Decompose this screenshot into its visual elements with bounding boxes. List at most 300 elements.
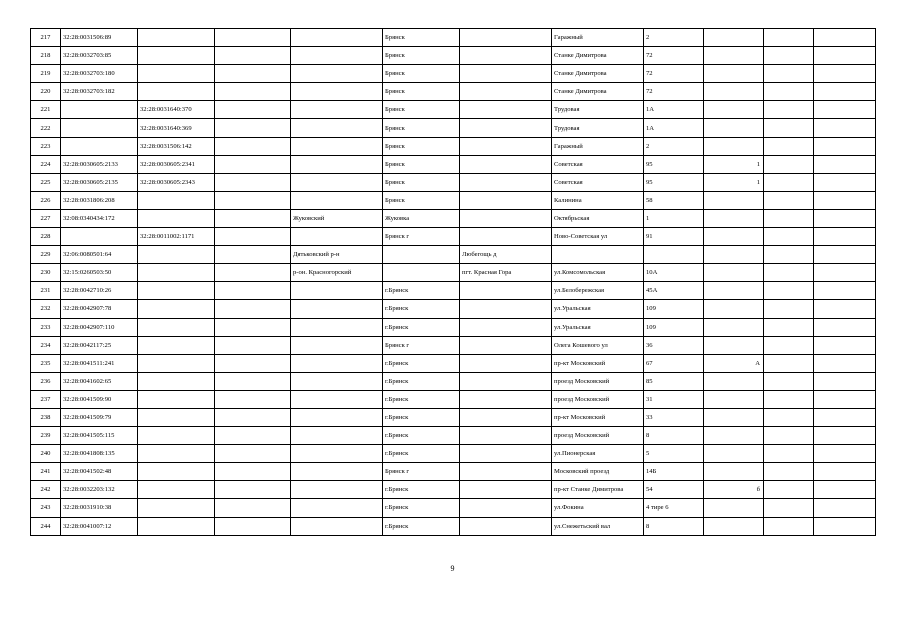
street-cell: Калинина xyxy=(552,191,644,209)
city-cell: Брянск xyxy=(383,119,460,137)
row-number-cell: 225 xyxy=(31,173,61,191)
cadastral-number-2-cell xyxy=(138,300,215,318)
row-number-cell: 234 xyxy=(31,336,61,354)
city-cell: г.Брянск xyxy=(383,354,460,372)
row-number-cell: 217 xyxy=(31,29,61,47)
empty-cell-cell xyxy=(215,499,291,517)
cadastral-number-cell: 32:28:0041602:65 xyxy=(61,372,138,390)
extra-cell xyxy=(764,101,814,119)
district-cell xyxy=(291,445,383,463)
empty-cell-cell xyxy=(215,463,291,481)
district-cell xyxy=(291,390,383,408)
empty-cell-cell xyxy=(215,101,291,119)
table-row xyxy=(31,499,876,517)
building-cell xyxy=(704,47,764,65)
cadastral-number-cell: 32:28:0032203:132 xyxy=(61,481,138,499)
building-cell xyxy=(704,83,764,101)
cadastral-number-2-cell xyxy=(138,390,215,408)
row-number-cell: 232 xyxy=(31,300,61,318)
cadastral-number-2-cell: 32:28:0011002:1171 xyxy=(138,228,215,246)
row-number-cell: 233 xyxy=(31,318,61,336)
table-row xyxy=(31,390,876,408)
house-number-cell: 1А xyxy=(644,119,704,137)
cadastral-number-2-cell xyxy=(138,445,215,463)
cadastral-number-2-cell: 32:28:0031506:142 xyxy=(138,137,215,155)
extra-cell xyxy=(764,408,814,426)
building-cell xyxy=(704,336,764,354)
empty-cell-cell xyxy=(215,318,291,336)
extra-2-cell xyxy=(814,246,876,264)
cadastral-number-2-cell xyxy=(138,372,215,390)
cadastral-number-cell xyxy=(61,101,138,119)
city-cell: Брянск xyxy=(383,29,460,47)
table-row xyxy=(31,282,876,300)
row-number-cell: 235 xyxy=(31,354,61,372)
settlement-cell xyxy=(460,390,552,408)
empty-cell-cell xyxy=(215,427,291,445)
cadastral-number-2-cell xyxy=(138,481,215,499)
table-row xyxy=(31,47,876,65)
district-cell xyxy=(291,228,383,246)
extra-2-cell xyxy=(814,264,876,282)
building-cell xyxy=(704,246,764,264)
street-cell: ул.Пионерская xyxy=(552,445,644,463)
extra-2-cell xyxy=(814,517,876,535)
city-cell: г.Брянск xyxy=(383,517,460,535)
house-number-cell: 5 xyxy=(644,445,704,463)
row-number-cell: 243 xyxy=(31,499,61,517)
city-cell: Брянск xyxy=(383,137,460,155)
cadastral-number-cell: 32:28:0032703:85 xyxy=(61,47,138,65)
row-number-cell: 218 xyxy=(31,47,61,65)
cadastral-number-cell: 32:28:0041007:12 xyxy=(61,517,138,535)
row-number-cell: 221 xyxy=(31,101,61,119)
table-row xyxy=(31,463,876,481)
street-cell: Советская xyxy=(552,173,644,191)
settlement-cell xyxy=(460,427,552,445)
building-cell xyxy=(704,390,764,408)
house-number-cell: 10А xyxy=(644,264,704,282)
cadastral-number-cell: 32:28:0031806:208 xyxy=(61,191,138,209)
cadastral-number-2-cell: 32:28:0030605:2343 xyxy=(138,173,215,191)
settlement-cell xyxy=(460,481,552,499)
city-cell: Брянск xyxy=(383,65,460,83)
extra-cell xyxy=(764,463,814,481)
table-row xyxy=(31,427,876,445)
extra-2-cell xyxy=(814,427,876,445)
settlement-cell xyxy=(460,29,552,47)
city-cell: Брянск г xyxy=(383,336,460,354)
house-number-cell: 67 xyxy=(644,354,704,372)
extra-cell xyxy=(764,137,814,155)
district-cell xyxy=(291,29,383,47)
cadastral-number-2-cell xyxy=(138,65,215,83)
street-cell: Ново-Советская ул xyxy=(552,228,644,246)
cadastral-number-cell: 32:08:0340434:172 xyxy=(61,209,138,227)
settlement-cell xyxy=(460,445,552,463)
district-cell xyxy=(291,499,383,517)
building-cell xyxy=(704,300,764,318)
settlement-cell xyxy=(460,155,552,173)
district-cell xyxy=(291,463,383,481)
table-row xyxy=(31,155,876,173)
city-cell: г.Брянск xyxy=(383,300,460,318)
district-cell xyxy=(291,481,383,499)
row-number-cell: 220 xyxy=(31,83,61,101)
table-row xyxy=(31,29,876,47)
row-number-cell: 223 xyxy=(31,137,61,155)
settlement-cell: Любегощь д xyxy=(460,246,552,264)
registry-table xyxy=(30,28,876,536)
settlement-cell xyxy=(460,65,552,83)
city-cell: Брянск г xyxy=(383,463,460,481)
cadastral-number-2-cell xyxy=(138,427,215,445)
street-cell: ул.Фокина xyxy=(552,499,644,517)
city-cell: Жуковка xyxy=(383,209,460,227)
district-cell xyxy=(291,300,383,318)
table-row xyxy=(31,517,876,535)
settlement-cell xyxy=(460,282,552,300)
empty-cell-cell xyxy=(215,173,291,191)
table-row xyxy=(31,246,876,264)
cadastral-number-cell: 32:28:0041505:115 xyxy=(61,427,138,445)
city-cell: г.Брянск xyxy=(383,372,460,390)
table-row xyxy=(31,264,876,282)
empty-cell-cell xyxy=(215,445,291,463)
extra-cell xyxy=(764,300,814,318)
empty-cell-cell xyxy=(215,137,291,155)
table-row xyxy=(31,119,876,137)
street-cell: Трудовая xyxy=(552,101,644,119)
row-number-cell: 231 xyxy=(31,282,61,300)
city-cell: г.Брянск xyxy=(383,445,460,463)
district-cell xyxy=(291,517,383,535)
row-number-cell: 236 xyxy=(31,372,61,390)
cadastral-number-2-cell: 32:28:0030605:2341 xyxy=(138,155,215,173)
row-number-cell: 226 xyxy=(31,191,61,209)
extra-2-cell xyxy=(814,47,876,65)
extra-cell xyxy=(764,191,814,209)
cadastral-number-2-cell xyxy=(138,29,215,47)
settlement-cell xyxy=(460,191,552,209)
house-number-cell: 95 xyxy=(644,155,704,173)
house-number-cell: 58 xyxy=(644,191,704,209)
empty-cell-cell xyxy=(215,119,291,137)
cadastral-number-cell: 32:28:0042710:26 xyxy=(61,282,138,300)
cadastral-number-cell xyxy=(61,137,138,155)
district-cell: р-он. Красногорский xyxy=(291,264,383,282)
cadastral-number-cell: 32:28:0032703:180 xyxy=(61,65,138,83)
extra-cell xyxy=(764,390,814,408)
street-cell: Станке Димитрова xyxy=(552,65,644,83)
row-number-cell: 241 xyxy=(31,463,61,481)
house-number-cell: 95 xyxy=(644,173,704,191)
empty-cell-cell xyxy=(215,282,291,300)
empty-cell-cell xyxy=(215,372,291,390)
house-number-cell: 2 xyxy=(644,137,704,155)
extra-cell xyxy=(764,282,814,300)
table-row xyxy=(31,445,876,463)
empty-cell-cell xyxy=(215,517,291,535)
street-cell: проезд Московский xyxy=(552,390,644,408)
extra-cell xyxy=(764,246,814,264)
house-number-cell xyxy=(644,246,704,264)
house-number-cell: 31 xyxy=(644,390,704,408)
row-number-cell: 228 xyxy=(31,228,61,246)
cadastral-number-2-cell xyxy=(138,354,215,372)
house-number-cell: 2 xyxy=(644,29,704,47)
house-number-cell: 8 xyxy=(644,427,704,445)
house-number-cell: 14Б xyxy=(644,463,704,481)
settlement-cell xyxy=(460,47,552,65)
row-number-cell: 224 xyxy=(31,155,61,173)
house-number-cell: 1 xyxy=(644,209,704,227)
city-cell: Брянск xyxy=(383,47,460,65)
settlement-cell xyxy=(460,119,552,137)
extra-cell xyxy=(764,228,814,246)
extra-cell xyxy=(764,372,814,390)
city-cell xyxy=(383,246,460,264)
settlement-cell xyxy=(460,499,552,517)
building-cell xyxy=(704,119,764,137)
street-cell: Октябрьская xyxy=(552,209,644,227)
table-row xyxy=(31,191,876,209)
extra-2-cell xyxy=(814,372,876,390)
cadastral-number-cell: 32:28:0041509:90 xyxy=(61,390,138,408)
extra-2-cell xyxy=(814,481,876,499)
street-cell: пр-кт Станке Димитрова xyxy=(552,481,644,499)
city-cell: Брянск г xyxy=(383,228,460,246)
extra-2-cell xyxy=(814,445,876,463)
building-cell xyxy=(704,264,764,282)
building-cell xyxy=(704,209,764,227)
house-number-cell: 72 xyxy=(644,83,704,101)
empty-cell-cell xyxy=(215,300,291,318)
empty-cell-cell xyxy=(215,29,291,47)
cadastral-number-2-cell xyxy=(138,408,215,426)
settlement-cell xyxy=(460,209,552,227)
cadastral-number-cell: 32:28:0032703:182 xyxy=(61,83,138,101)
street-cell: Станке Димитрова xyxy=(552,83,644,101)
cadastral-number-cell: 32:28:0031910:38 xyxy=(61,499,138,517)
street-cell: ул.Снежетьский вал xyxy=(552,517,644,535)
table-row xyxy=(31,408,876,426)
street-cell: проезд Московский xyxy=(552,372,644,390)
street-cell: ул.Уральская xyxy=(552,318,644,336)
cadastral-number-cell: 32:15:0260503:50 xyxy=(61,264,138,282)
table-row xyxy=(31,209,876,227)
empty-cell-cell xyxy=(215,65,291,83)
building-cell xyxy=(704,318,764,336)
street-cell: Советская xyxy=(552,155,644,173)
extra-cell xyxy=(764,47,814,65)
cadastral-number-cell: 32:06:0080501:64 xyxy=(61,246,138,264)
district-cell xyxy=(291,336,383,354)
settlement-cell xyxy=(460,228,552,246)
city-cell: г.Брянск xyxy=(383,282,460,300)
house-number-cell: 4 тире 6 xyxy=(644,499,704,517)
extra-2-cell xyxy=(814,390,876,408)
cadastral-number-cell: 32:28:0041808:135 xyxy=(61,445,138,463)
extra-2-cell xyxy=(814,354,876,372)
city-cell: Брянск xyxy=(383,191,460,209)
settlement-cell xyxy=(460,318,552,336)
extra-2-cell xyxy=(814,155,876,173)
extra-cell xyxy=(764,336,814,354)
district-cell xyxy=(291,354,383,372)
city-cell: г.Брянск xyxy=(383,408,460,426)
cadastral-number-cell: 32:28:0041511:241 xyxy=(61,354,138,372)
building-cell xyxy=(704,517,764,535)
row-number-cell: 244 xyxy=(31,517,61,535)
settlement-cell xyxy=(460,408,552,426)
extra-2-cell xyxy=(814,463,876,481)
cadastral-number-2-cell xyxy=(138,499,215,517)
settlement-cell xyxy=(460,83,552,101)
extra-2-cell xyxy=(814,191,876,209)
house-number-cell: 8 xyxy=(644,517,704,535)
settlement-cell xyxy=(460,101,552,119)
building-cell xyxy=(704,29,764,47)
extra-cell xyxy=(764,354,814,372)
extra-2-cell xyxy=(814,318,876,336)
cadastral-number-cell: 32:28:0041509:79 xyxy=(61,408,138,426)
building-cell xyxy=(704,65,764,83)
cadastral-number-2-cell xyxy=(138,83,215,101)
building-cell xyxy=(704,101,764,119)
extra-2-cell xyxy=(814,101,876,119)
district-cell: Дятьковский р-н xyxy=(291,246,383,264)
building-cell xyxy=(704,463,764,481)
district-cell xyxy=(291,83,383,101)
table-row xyxy=(31,65,876,83)
extra-2-cell xyxy=(814,173,876,191)
extra-cell xyxy=(764,445,814,463)
city-cell: г.Брянск xyxy=(383,318,460,336)
building-cell xyxy=(704,228,764,246)
extra-cell xyxy=(764,155,814,173)
empty-cell-cell xyxy=(215,354,291,372)
extra-cell xyxy=(764,318,814,336)
extra-cell xyxy=(764,29,814,47)
building-cell xyxy=(704,137,764,155)
cadastral-number-2-cell xyxy=(138,209,215,227)
city-cell: г.Брянск xyxy=(383,427,460,445)
empty-cell-cell xyxy=(215,191,291,209)
city-cell: г.Брянск xyxy=(383,499,460,517)
table-row xyxy=(31,228,876,246)
cadastral-number-cell: 32:28:0042907:78 xyxy=(61,300,138,318)
table-row xyxy=(31,83,876,101)
house-number-cell: 1А xyxy=(644,101,704,119)
building-cell xyxy=(704,191,764,209)
extra-cell xyxy=(764,481,814,499)
empty-cell-cell xyxy=(215,209,291,227)
row-number-cell: 237 xyxy=(31,390,61,408)
cadastral-number-cell: 32:28:0030605:2135 xyxy=(61,173,138,191)
cadastral-number-2-cell xyxy=(138,463,215,481)
extra-2-cell xyxy=(814,300,876,318)
table-row xyxy=(31,318,876,336)
street-cell: ул.Уральская xyxy=(552,300,644,318)
city-cell: Брянск xyxy=(383,155,460,173)
building-cell xyxy=(704,427,764,445)
district-cell xyxy=(291,191,383,209)
street-cell: Трудовая xyxy=(552,119,644,137)
cadastral-number-2-cell xyxy=(138,264,215,282)
extra-cell xyxy=(764,119,814,137)
empty-cell-cell xyxy=(215,83,291,101)
street-cell: пр-кт Московский xyxy=(552,354,644,372)
empty-cell-cell xyxy=(215,228,291,246)
settlement-cell xyxy=(460,173,552,191)
table-row xyxy=(31,372,876,390)
building-cell: 1 xyxy=(704,155,764,173)
row-number-cell: 238 xyxy=(31,408,61,426)
extra-2-cell xyxy=(814,119,876,137)
extra-cell xyxy=(764,65,814,83)
cadastral-number-cell xyxy=(61,228,138,246)
page-number: 9 xyxy=(450,564,455,573)
city-cell: г.Брянск xyxy=(383,390,460,408)
cadastral-number-cell: 32:28:0031506:89 xyxy=(61,29,138,47)
cadastral-number-2-cell xyxy=(138,246,215,264)
building-cell xyxy=(704,282,764,300)
extra-cell xyxy=(764,264,814,282)
settlement-cell: пгт. Красная Гора xyxy=(460,264,552,282)
empty-cell-cell xyxy=(215,155,291,173)
extra-cell xyxy=(764,173,814,191)
empty-cell-cell xyxy=(215,408,291,426)
district-cell xyxy=(291,47,383,65)
city-cell: Брянск xyxy=(383,101,460,119)
cadastral-number-2-cell xyxy=(138,282,215,300)
cadastral-number-cell: 32:28:0042117:25 xyxy=(61,336,138,354)
empty-cell-cell xyxy=(215,246,291,264)
district-cell xyxy=(291,282,383,300)
building-cell xyxy=(704,372,764,390)
street-cell: Гаражный xyxy=(552,29,644,47)
street-cell: Станке Димитрова xyxy=(552,47,644,65)
row-number-cell: 219 xyxy=(31,65,61,83)
table-row xyxy=(31,336,876,354)
cadastral-number-2-cell xyxy=(138,47,215,65)
cadastral-number-cell: 32:28:0041502:48 xyxy=(61,463,138,481)
city-cell: Брянск xyxy=(383,83,460,101)
cadastral-number-cell xyxy=(61,119,138,137)
building-cell: 1 xyxy=(704,173,764,191)
house-number-cell: 72 xyxy=(644,47,704,65)
extra-2-cell xyxy=(814,137,876,155)
extra-2-cell xyxy=(814,336,876,354)
row-number-cell: 222 xyxy=(31,119,61,137)
street-cell: ул.Комсомольская xyxy=(552,264,644,282)
street-cell: Московский проезд xyxy=(552,463,644,481)
district-cell xyxy=(291,173,383,191)
row-number-cell: 240 xyxy=(31,445,61,463)
settlement-cell xyxy=(460,354,552,372)
cadastral-number-cell: 32:28:0030605:2133 xyxy=(61,155,138,173)
extra-2-cell xyxy=(814,29,876,47)
house-number-cell: 45А xyxy=(644,282,704,300)
extra-cell xyxy=(764,209,814,227)
empty-cell-cell xyxy=(215,336,291,354)
house-number-cell: 33 xyxy=(644,408,704,426)
street-cell: пр-кт Московский xyxy=(552,408,644,426)
table-row xyxy=(31,173,876,191)
house-number-cell: 36 xyxy=(644,336,704,354)
row-number-cell: 229 xyxy=(31,246,61,264)
